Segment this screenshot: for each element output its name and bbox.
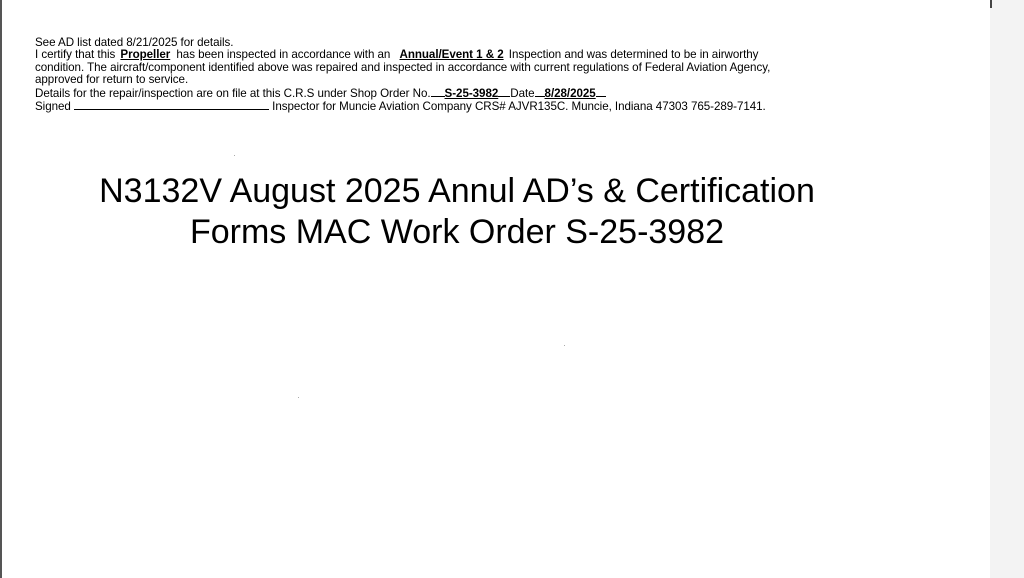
document-title	[2, 171, 912, 253]
item-field: Propeller	[120, 48, 171, 62]
signed-line	[35, 100, 895, 113]
page-top-strip	[2, 0, 990, 33]
date-lead-blank	[535, 87, 545, 97]
scan-speck	[234, 155, 235, 156]
scan-speck	[564, 345, 565, 346]
details-line	[35, 87, 895, 100]
shop-order-trail-blank	[498, 87, 510, 97]
condition-text: condition. The aircraft/component identified above was repaired and inspected in accordance with current regulations of Federal Aviation Agency,	[35, 60, 771, 74]
date-label: Date	[510, 86, 535, 100]
approval-line	[35, 74, 895, 86]
shop-order-field: S-25-3982	[444, 86, 499, 100]
viewer-right-gutter[interactable]	[990, 0, 1024, 578]
approval-text: approved for return to service.	[35, 73, 189, 87]
signed-label: Signed	[35, 100, 71, 114]
title-line-2: Forms MAC Work Order S-25-3982	[189, 213, 725, 251]
details-prefix: Details for the repair/inspection are on file at this C.R.S under Shop Order No.	[35, 86, 431, 100]
viewer-right-edge	[990, 0, 992, 8]
scan-speck	[298, 397, 299, 398]
document-page	[2, 33, 990, 578]
certify-suffix: Inspection and was determined to be in airworthy	[508, 48, 759, 62]
date-field: 8/28/2025	[544, 86, 596, 100]
title-line-1: N3132V August 2025 Annul AD’s & Certification	[99, 172, 815, 210]
certification-block	[35, 37, 895, 113]
ad-list-text: See AD list dated 8/21/2025 for details.	[35, 36, 234, 49]
certify-prefix: I certify that this	[35, 48, 116, 62]
shop-order-lead-blank	[431, 87, 445, 97]
date-trail-blank	[596, 87, 606, 97]
inspection-type-field: Annual/Event 1 & 2	[399, 48, 504, 62]
signed-suffix: Inspector for Muncie Aviation Company CRS# AJVR135C. Muncie, Indiana 47303 765-289-7141.	[272, 100, 766, 114]
certify-mid: has been inspected in accordance with an	[176, 48, 391, 62]
signature-blank	[74, 100, 269, 110]
